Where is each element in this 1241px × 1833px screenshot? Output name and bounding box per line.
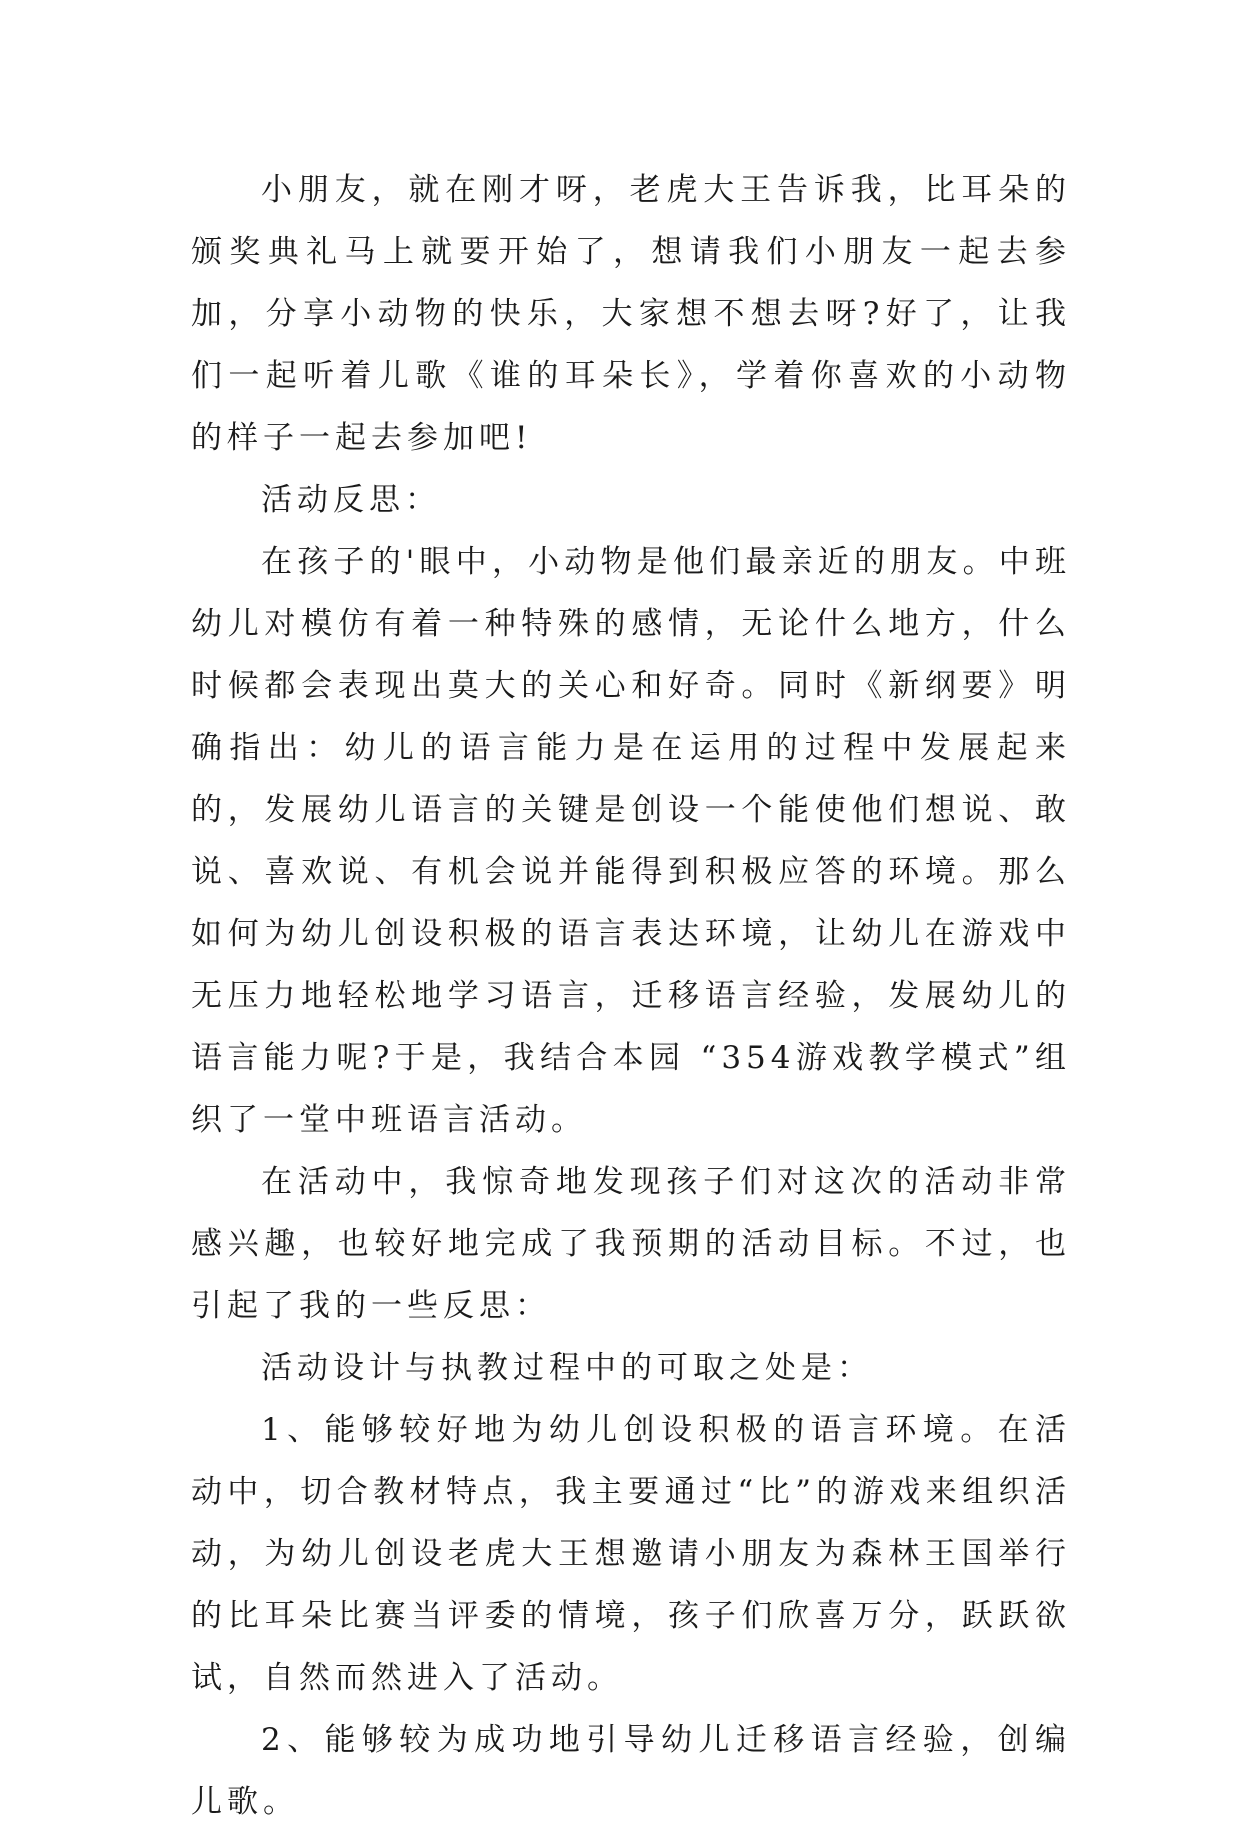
paragraph-strength-2: 2、能够较为成功地引导幼儿迁移语言经验，创编儿歌。 (191, 1722, 1071, 1820)
paragraph-strength-1: 1、能够较好地为幼儿创设积极的语言环境。在活动中，切合教材特点，我主要通过“比”的游戏来组织活动，为幼儿创设老虎大王想邀请小朋友为森林王国举行的比耳朵比赛当评委的情境，孩子们欣喜万分，跃跃欲试，自然而然进入了活动。 (191, 1412, 1071, 1696)
paragraph-activity-observation: 在活动中，我惊奇地发现孩子们对这次的活动非常感兴趣，也较好地完成了我预期的活动目标。不过，也引起了我的一些反思： (191, 1164, 1071, 1324)
section-heading-strengths: 活动设计与执教过程中的可取之处是： (261, 1350, 873, 1386)
document-body (191, 159, 1071, 1833)
paragraph-intro: 小朋友，就在刚才呀，老虎大王告诉我，比耳朵的颁奖典礼马上就要开始了，想请我们小朋友一起去参加，分享小动物的快乐，大家想不想去呀?好了，让我们一起听着儿歌《谁的耳朵长》，学着你喜欢的小动物的样子一起去参加吧! (191, 172, 1071, 456)
paragraph-reflection-body: 在孩子的'眼中，小动物是他们最亲近的朋友。中班幼儿对模仿有着一种特殊的感情，无论什么地方，什么时候都会表现出莫大的关心和好奇。同时《新纲要》明确指出：幼儿的语言能力是在运用的过程中发展起来的，发展幼儿语言的关键是创设一个能使他们想说、敢说、喜欢说、有机会说并能得到积极应答的环境。那么如何为幼儿创设积极的语言表达环境，让幼儿在游戏中无压力地轻松地学习语言，迁移语言经验，发展幼儿的语言能力呢?于是，我结合本园 “354游戏教学模式”组织了一堂中班语言活动。 (191, 544, 1071, 1138)
section-heading-reflection: 活动反思： (261, 482, 441, 518)
